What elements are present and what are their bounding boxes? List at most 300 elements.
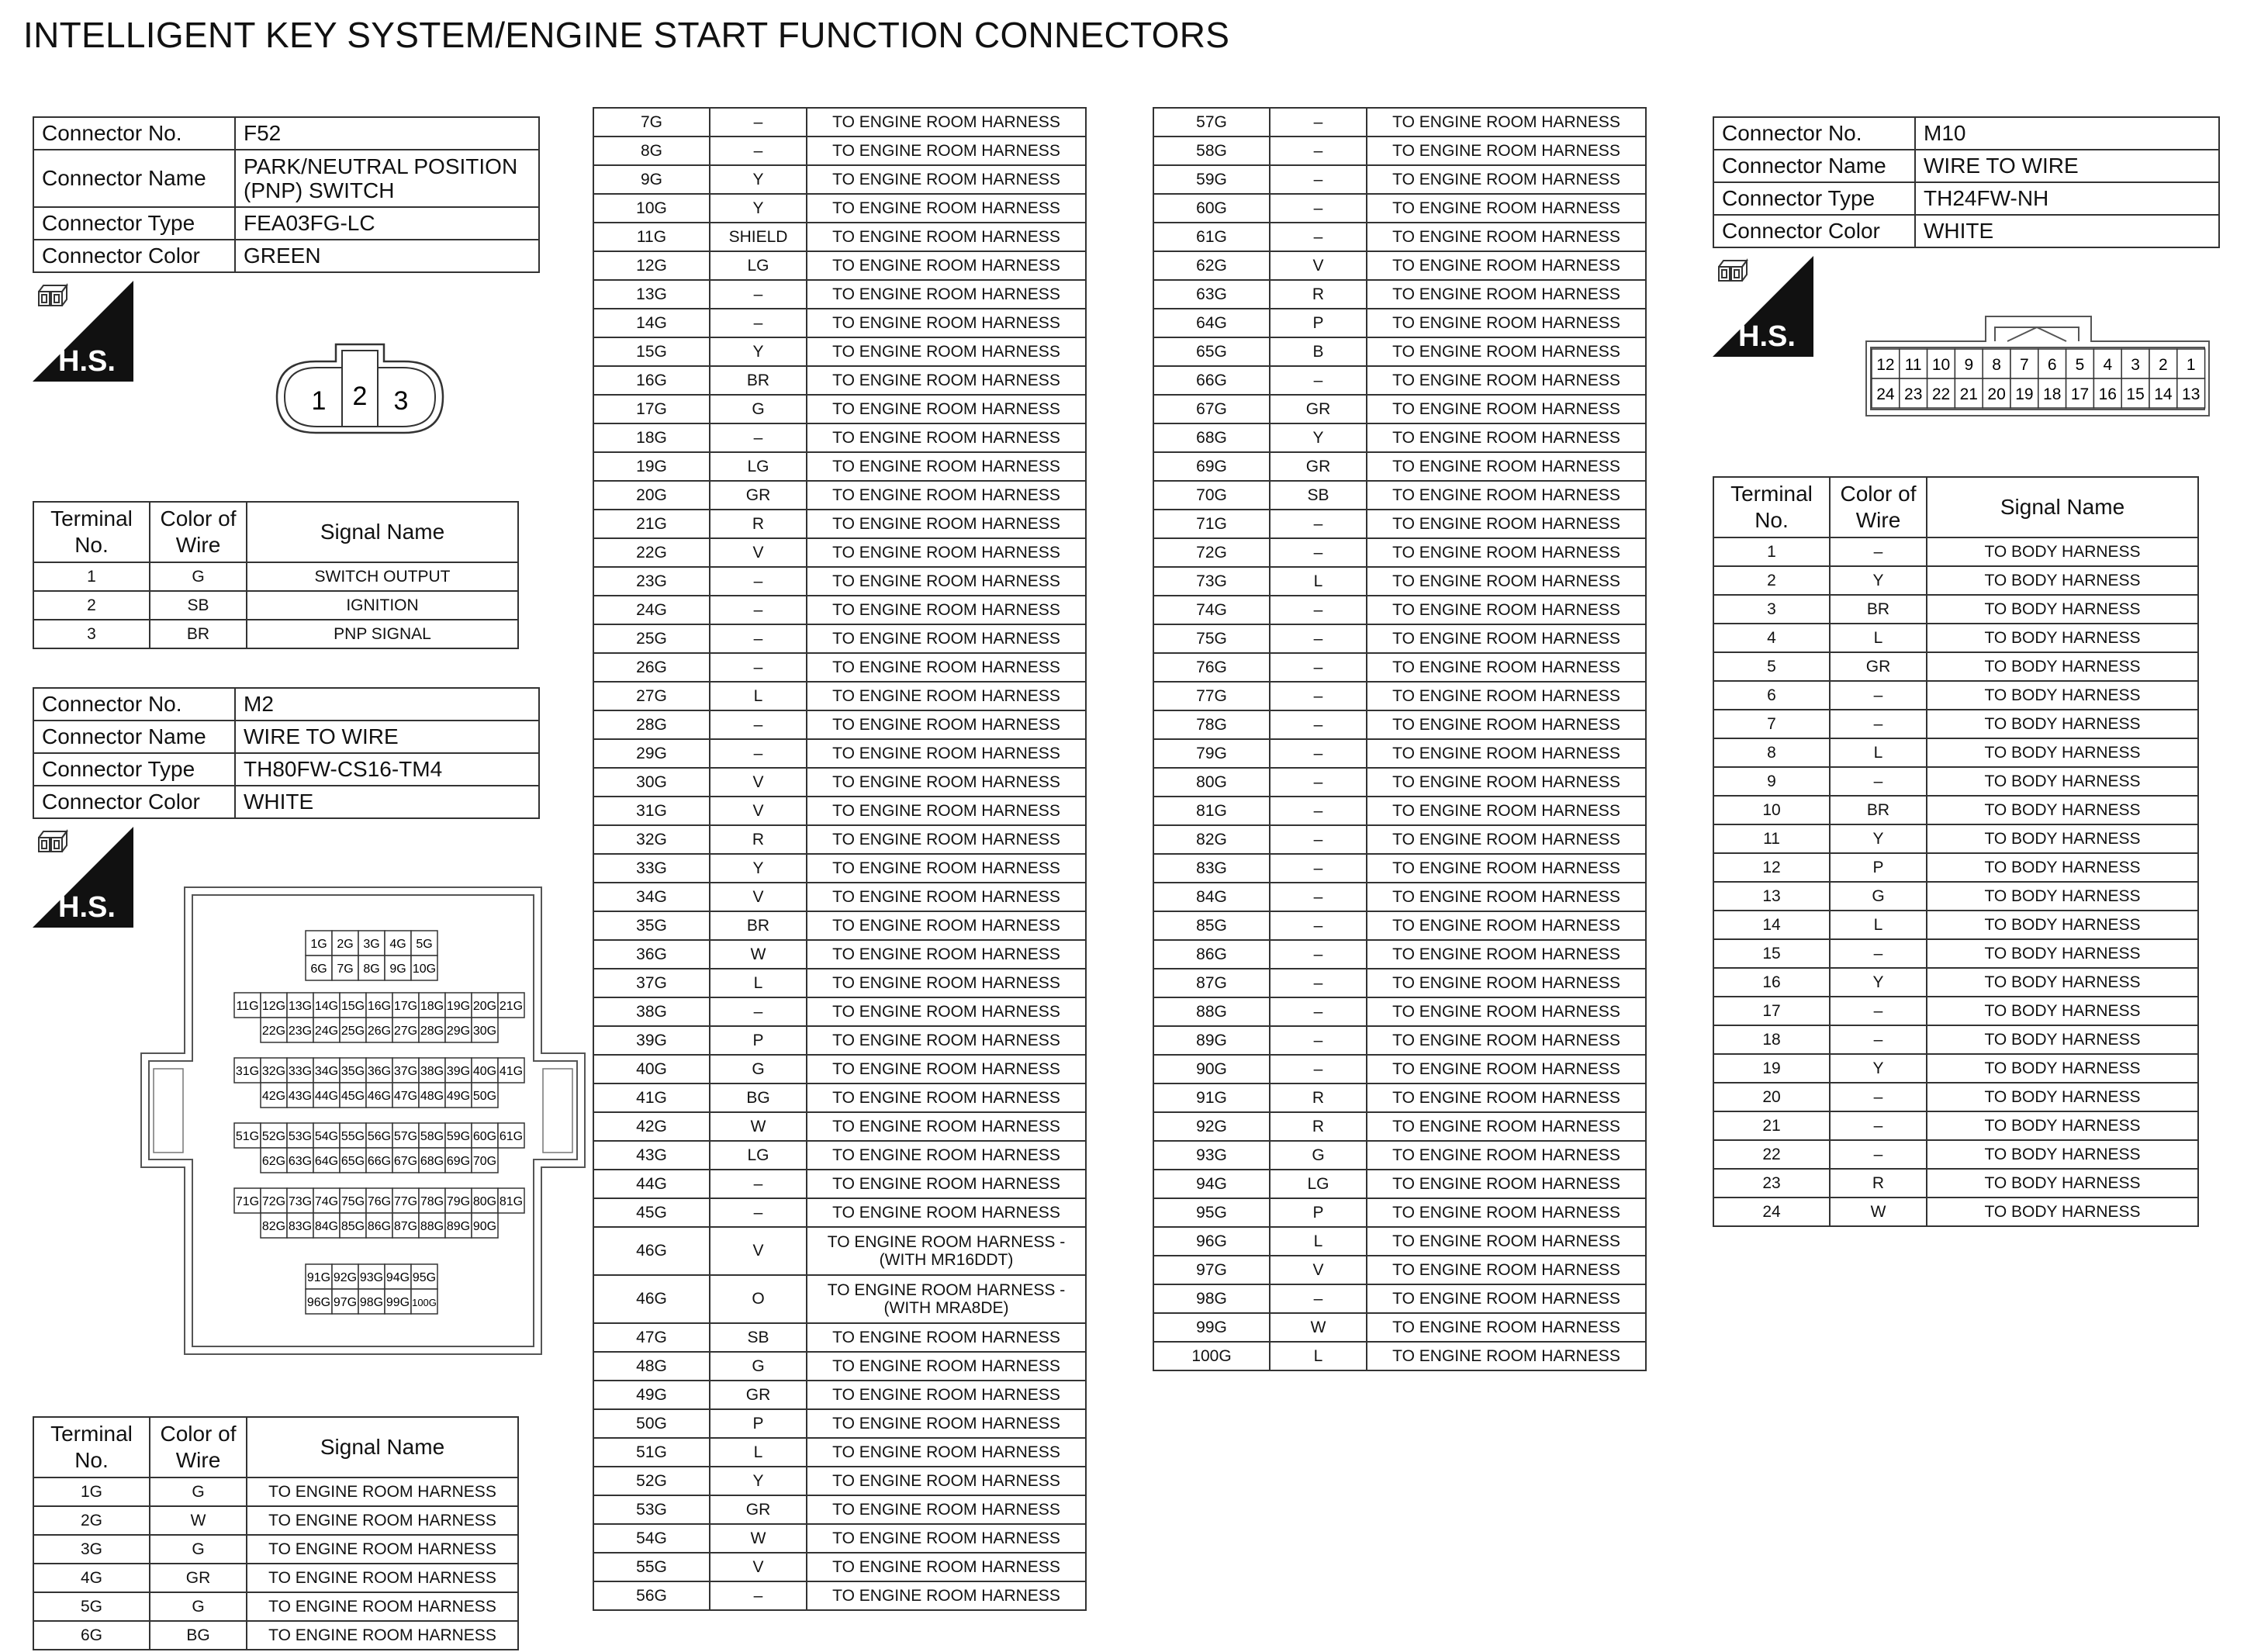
signal-name-cell: TO BODY HARNESS (1927, 652, 2198, 681)
signal-name-cell: TO ENGINE ROOM HARNESS (1367, 1284, 1646, 1313)
terminal-cell: 48G (593, 1352, 710, 1381)
pin-label: 42G (261, 1090, 286, 1103)
table-row (593, 768, 1086, 797)
signal-name-cell: TO ENGINE ROOM HARNESS (807, 481, 1086, 510)
pin-label: 2G (337, 938, 354, 951)
info-row (33, 786, 539, 818)
wire-color-cell: – (710, 309, 807, 337)
terminal-cell: 22G (593, 538, 710, 567)
info-row (1713, 215, 2219, 247)
table-row (1153, 137, 1646, 165)
signal-name-cell: TO ENGINE ROOM HARNESS (1367, 911, 1646, 940)
wire-color-cell: V (710, 797, 807, 825)
terminal-cell: 3 (33, 620, 150, 648)
signal-name-cell: TO BODY HARNESS (1927, 824, 2198, 853)
signal-name-cell: TO ENGINE ROOM HARNESS (807, 1409, 1086, 1438)
signal-name-cell: TO ENGINE ROOM HARNESS (1367, 280, 1646, 309)
signal-name-cell: TO ENGINE ROOM HARNESS (807, 538, 1086, 567)
signal-name-cell: TO ENGINE ROOM HARNESS (807, 1323, 1086, 1352)
pin-label: 48G (420, 1090, 444, 1103)
terminal-cell: 61G (1153, 223, 1270, 251)
signal-name-cell: TO ENGINE ROOM HARNESS (807, 940, 1086, 969)
wire-color-cell: – (1270, 940, 1367, 969)
info-key: Connector Name (1713, 150, 1915, 182)
table-row (1153, 825, 1646, 854)
signal-name-cell: TO ENGINE ROOM HARNESS (807, 1352, 1086, 1381)
pin-label: 46G (367, 1090, 392, 1103)
signal-name-cell: TO ENGINE ROOM HARNESS (807, 1083, 1086, 1112)
table-row (593, 1083, 1086, 1112)
table-header (1713, 477, 2198, 537)
signal-name-cell: TO ENGINE ROOM HARNESS - (WITH MR16DDT) (807, 1227, 1086, 1275)
signal-name-cell: TO ENGINE ROOM HARNESS (807, 1581, 1086, 1610)
wire-color-cell: – (1270, 538, 1367, 567)
table-row (593, 797, 1086, 825)
signal-name-cell: TO ENGINE ROOM HARNESS (1367, 481, 1646, 510)
wire-color-cell: – (1830, 537, 1927, 566)
pin-label: 3G (363, 938, 380, 951)
wire-color-cell: W (1830, 1198, 1927, 1226)
pin-label: 9 (1964, 356, 1974, 374)
header-signal: Signal Name (247, 502, 518, 562)
signal-name-cell: TO ENGINE ROOM HARNESS (807, 710, 1086, 739)
table-row (593, 452, 1086, 481)
wire-color-cell: GR (1830, 652, 1927, 681)
wire-color-cell: – (1270, 768, 1367, 797)
pin-label: 28G (420, 1025, 444, 1038)
signal-name-cell: TO ENGINE ROOM HARNESS (1367, 653, 1646, 682)
wire-color-cell: Y (1830, 1054, 1927, 1083)
info-row (33, 240, 539, 272)
wire-color-cell: – (1270, 1026, 1367, 1055)
table-row (1153, 1256, 1646, 1284)
terminal-cell: 84G (1153, 883, 1270, 911)
terminal-cell: 2G (33, 1506, 150, 1535)
table-row (593, 624, 1086, 653)
wire-color-cell: – (1270, 997, 1367, 1026)
table-row (1713, 853, 2198, 882)
info-row (33, 150, 539, 207)
terminal-cell: 41G (593, 1083, 710, 1112)
wire-color-cell: BG (710, 1083, 807, 1112)
pin-label: 15 (2126, 385, 2145, 403)
info-key: Connector No. (33, 688, 235, 721)
signal-name-cell: TO ENGINE ROOM HARNESS (807, 194, 1086, 223)
signal-name-cell: TO ENGINE ROOM HARNESS (807, 624, 1086, 653)
pin-label: 13 (2182, 385, 2200, 403)
table-row (1153, 108, 1646, 137)
wire-color-cell: L (710, 969, 807, 997)
table-row (1713, 1198, 2198, 1226)
table-row (1153, 1170, 1646, 1198)
signal-name-cell: TO ENGINE ROOM HARNESS (807, 825, 1086, 854)
wire-color-cell: BG (150, 1621, 247, 1650)
table-row (1713, 681, 2198, 710)
wire-color-cell: – (1270, 710, 1367, 739)
wire-color-cell: – (1270, 366, 1367, 395)
wire-color-cell: V (710, 1227, 807, 1275)
signal-name-cell: TO ENGINE ROOM HARNESS (1367, 969, 1646, 997)
signal-name-cell: TO BODY HARNESS (1927, 624, 2198, 652)
table-row (1153, 366, 1646, 395)
table-row (1153, 596, 1646, 624)
signal-name-cell: TO BODY HARNESS (1927, 681, 2198, 710)
pin-label: 92G (333, 1271, 358, 1284)
pin-label: 6 (2047, 356, 2057, 374)
terminal-cell: 12G (593, 251, 710, 280)
wire-color-cell: W (1270, 1313, 1367, 1342)
terminal-cell: 86G (1153, 940, 1270, 969)
terminal-cell: 38G (593, 997, 710, 1026)
wire-color-cell: – (710, 1581, 807, 1610)
pin-label: 73G (288, 1195, 313, 1208)
info-value: WIRE TO WIRE (1915, 150, 2219, 182)
signal-name-cell: TO ENGINE ROOM HARNESS (1367, 1170, 1646, 1198)
terminal-cell: 52G (593, 1467, 710, 1495)
terminal-cell: 62G (1153, 251, 1270, 280)
wire-color-cell: G (1830, 882, 1927, 911)
pin-label: 70G (472, 1155, 497, 1168)
pin-label: 20 (1987, 385, 2006, 403)
signal-name-cell: TO BODY HARNESS (1927, 1054, 2198, 1083)
info-key: Connector Type (33, 753, 235, 786)
signal-name-cell: TO ENGINE ROOM HARNESS (1367, 423, 1646, 452)
signal-name-cell: TO ENGINE ROOM HARNESS (807, 137, 1086, 165)
pin-label: 16 (2098, 385, 2117, 403)
table-row (593, 223, 1086, 251)
pin-label: 9G (389, 963, 406, 976)
pin-label: 72G (261, 1195, 286, 1208)
pin-label: 87G (393, 1220, 418, 1233)
signal-name-cell: TO ENGINE ROOM HARNESS (807, 1141, 1086, 1170)
pin-label: 97G (333, 1296, 358, 1309)
pin-label: 74G (314, 1195, 339, 1208)
terminal-cell: 70G (1153, 481, 1270, 510)
terminal-cell: 18G (593, 423, 710, 452)
terminal-cell: 21G (593, 510, 710, 538)
pin-label: 24G (314, 1025, 339, 1038)
terminal-cell: 55G (593, 1553, 710, 1581)
signal-name-cell: TO ENGINE ROOM HARNESS (1367, 940, 1646, 969)
wire-color-cell: – (1270, 653, 1367, 682)
terminal-cell: 24G (593, 596, 710, 624)
table-row (1153, 1112, 1646, 1141)
pin-label: 27G (393, 1025, 418, 1038)
table-row (1713, 997, 2198, 1025)
info-value: M10 (1915, 117, 2219, 150)
signal-name-cell: TO ENGINE ROOM HARNESS (1367, 251, 1646, 280)
table-row (1153, 682, 1646, 710)
table-row (1153, 1342, 1646, 1370)
hs-label: H.S. (58, 891, 116, 924)
pin-label: 16G (367, 1000, 392, 1013)
signal-name-cell: TO BODY HARNESS (1927, 796, 2198, 824)
terminal-cell: 47G (593, 1323, 710, 1352)
pin-label: 4 (2103, 356, 2113, 374)
table-row (593, 883, 1086, 911)
wire-color-cell: BR (710, 366, 807, 395)
terminal-cell: 42G (593, 1112, 710, 1141)
terminal-cell: 68G (1153, 423, 1270, 452)
wire-color-cell: GR (710, 1381, 807, 1409)
table-row (33, 591, 518, 620)
table-row (33, 1535, 518, 1564)
signal-name-cell: TO ENGINE ROOM HARNESS (1367, 854, 1646, 883)
signal-name-cell: TO ENGINE ROOM HARNESS (807, 911, 1086, 940)
terminal-cell: 25G (593, 624, 710, 653)
table-row (33, 620, 518, 648)
table-header (33, 502, 518, 562)
signal-name-cell: TO ENGINE ROOM HARNESS (1367, 1256, 1646, 1284)
pin-label: 41G (499, 1065, 524, 1078)
signal-name-cell: TO ENGINE ROOM HARNESS (1367, 194, 1646, 223)
signal-name-cell: TO ENGINE ROOM HARNESS (807, 1524, 1086, 1553)
terminal-cell: 76G (1153, 653, 1270, 682)
terminal-cell: 5 (1713, 652, 1830, 681)
pin-label: 14G (314, 1000, 339, 1013)
wire-color-cell: R (710, 825, 807, 854)
wire-color-cell: – (1270, 911, 1367, 940)
table-row (593, 969, 1086, 997)
table-row (593, 165, 1086, 194)
terminal-cell: 11 (1713, 824, 1830, 853)
signal-name-cell: TO ENGINE ROOM HARNESS (807, 969, 1086, 997)
terminal-cell: 33G (593, 854, 710, 883)
terminal-cell: 88G (1153, 997, 1270, 1026)
table-row (593, 1055, 1086, 1083)
terminal-cell: 13G (593, 280, 710, 309)
terminal-cell: 23G (593, 567, 710, 596)
table-row (1153, 653, 1646, 682)
table-row (1153, 194, 1646, 223)
pin-label: 90G (472, 1220, 497, 1233)
pin-label: 23G (288, 1025, 313, 1038)
m10-terminal-table (1713, 476, 2199, 1227)
wire-color-cell: Y (1830, 824, 1927, 853)
signal-name-cell: TO ENGINE ROOM HARNESS (807, 883, 1086, 911)
table-row (593, 997, 1086, 1026)
terminal-cell: 90G (1153, 1055, 1270, 1083)
terminal-cell: 13 (1713, 882, 1830, 911)
wire-color-cell: G (150, 1592, 247, 1621)
signal-name-cell: TO ENGINE ROOM HARNESS (807, 739, 1086, 768)
pin-label: 10G (412, 963, 437, 976)
wire-color-cell: – (1270, 825, 1367, 854)
terminal-cell: 6 (1713, 681, 1830, 710)
pin-label: 83G (288, 1220, 313, 1233)
wire-color-cell: V (710, 883, 807, 911)
pin-label: 18G (420, 1000, 444, 1013)
table-row (33, 1477, 518, 1506)
terminal-cell: 60G (1153, 194, 1270, 223)
pin-label: 76G (367, 1195, 392, 1208)
wire-color-cell: – (1830, 767, 1927, 796)
wire-color-cell: SB (1270, 481, 1367, 510)
f52-connector-face (275, 340, 446, 441)
pin-label: 8 (1992, 356, 2001, 374)
pin-label: 93G (359, 1271, 384, 1284)
signal-name-cell: TO ENGINE ROOM HARNESS (807, 768, 1086, 797)
wire-color-cell: – (1270, 797, 1367, 825)
wire-color-cell: P (1270, 1198, 1367, 1227)
signal-name-cell: PNP SIGNAL (247, 620, 518, 648)
wire-color-cell: – (710, 137, 807, 165)
pin-label: 3 (2131, 356, 2140, 374)
pin-label: 7 (2020, 356, 2029, 374)
signal-name-cell: TO BODY HARNESS (1927, 1083, 2198, 1111)
terminal-cell: 81G (1153, 797, 1270, 825)
table-row (593, 911, 1086, 940)
terminal-cell: 98G (1153, 1284, 1270, 1313)
pin-label: 20G (472, 1000, 497, 1013)
info-key: Connector Type (33, 207, 235, 240)
terminal-cell: 11G (593, 223, 710, 251)
pin-label: 63G (288, 1155, 313, 1168)
wire-color-cell: L (710, 1438, 807, 1467)
table-row (593, 710, 1086, 739)
wire-color-cell: V (710, 1553, 807, 1581)
pin-label: 3 (393, 386, 409, 416)
table-row (1153, 1227, 1646, 1256)
pin-label: 18 (2043, 385, 2062, 403)
terminal-cell: 1G (33, 1477, 150, 1506)
table-row (1153, 768, 1646, 797)
info-value: WHITE (1915, 215, 2219, 247)
table-row (1713, 824, 2198, 853)
wire-color-cell: P (1830, 853, 1927, 882)
wire-color-cell: – (710, 739, 807, 768)
wire-color-cell: – (1270, 108, 1367, 137)
table-row (1153, 510, 1646, 538)
signal-name-cell: TO ENGINE ROOM HARNESS (807, 280, 1086, 309)
signal-name-cell: SWITCH OUTPUT (247, 562, 518, 591)
terminal-cell: 15G (593, 337, 710, 366)
table-row (1153, 423, 1646, 452)
signal-name-cell: TO ENGINE ROOM HARNESS (1367, 1112, 1646, 1141)
table-row (1153, 1055, 1646, 1083)
pin-label: 17 (2070, 385, 2090, 403)
terminal-cell: 78G (1153, 710, 1270, 739)
pin-label: 4G (389, 938, 406, 951)
table-row (1713, 595, 2198, 624)
terminal-cell: 40G (593, 1055, 710, 1083)
signal-name-cell: TO ENGINE ROOM HARNESS (1367, 1198, 1646, 1227)
terminal-cell: 1 (33, 562, 150, 591)
pin-label: 61G (499, 1130, 524, 1143)
terminal-cell: 35G (593, 911, 710, 940)
wire-color-cell: Y (1270, 423, 1367, 452)
terminal-cell: 14 (1713, 911, 1830, 939)
wire-color-cell: O (710, 1275, 807, 1323)
header-color: Color of Wire (1830, 477, 1927, 537)
terminal-cell: 31G (593, 797, 710, 825)
terminal-cell: 93G (1153, 1141, 1270, 1170)
terminal-cell: 34G (593, 883, 710, 911)
pin-label: 21G (499, 1000, 524, 1013)
wire-color-cell: P (1270, 309, 1367, 337)
terminal-cell: 89G (1153, 1026, 1270, 1055)
table-row (1153, 1313, 1646, 1342)
table-header (33, 1417, 518, 1477)
wire-color-cell: – (1270, 682, 1367, 710)
pin-label: 31G (235, 1065, 260, 1078)
m2-connector-face (138, 884, 588, 1357)
terminal-cell: 15 (1713, 939, 1830, 968)
terminal-cell: 72G (1153, 538, 1270, 567)
table-row (593, 337, 1086, 366)
wire-color-cell: V (1270, 251, 1367, 280)
hs-label: H.S. (58, 345, 116, 378)
harness-side-icon (33, 281, 133, 382)
terminal-cell: 32G (593, 825, 710, 854)
info-row (1713, 182, 2219, 215)
pin-label: 5G (416, 938, 433, 951)
table-row (593, 1275, 1086, 1323)
table-row (593, 423, 1086, 452)
table-row (593, 1553, 1086, 1581)
wire-color-cell: Y (710, 194, 807, 223)
pin-label: 1 (2186, 356, 2196, 374)
signal-name-cell: TO BODY HARNESS (1927, 968, 2198, 997)
signal-name-cell: TO ENGINE ROOM HARNESS (1367, 682, 1646, 710)
terminal-cell: 12 (1713, 853, 1830, 882)
wire-color-cell: LG (1270, 1170, 1367, 1198)
pin-label: 84G (314, 1220, 339, 1233)
wire-color-cell: G (710, 1352, 807, 1381)
wire-color-cell: G (710, 395, 807, 423)
wire-color-cell: LG (710, 1141, 807, 1170)
signal-name-cell: TO ENGINE ROOM HARNESS (807, 682, 1086, 710)
terminal-cell: 44G (593, 1170, 710, 1198)
pin-label: 80G (472, 1195, 497, 1208)
pin-label: 75G (341, 1195, 365, 1208)
terminal-cell: 22 (1713, 1140, 1830, 1169)
table-row (593, 1227, 1086, 1275)
wire-color-cell: W (710, 1112, 807, 1141)
pin-label: 65G (341, 1155, 365, 1168)
wire-color-cell: – (1830, 997, 1927, 1025)
terminal-cell: 53G (593, 1495, 710, 1524)
table-row (1153, 280, 1646, 309)
terminal-cell: 7 (1713, 710, 1830, 738)
signal-name-cell: TO ENGINE ROOM HARNESS (247, 1564, 518, 1592)
wire-color-cell: – (1270, 624, 1367, 653)
table-row (1153, 1026, 1646, 1055)
table-row (1153, 1198, 1646, 1227)
signal-name-cell: TO BODY HARNESS (1927, 537, 2198, 566)
pin-label: 95G (412, 1271, 437, 1284)
table-row (593, 854, 1086, 883)
signal-name-cell: TO ENGINE ROOM HARNESS (1367, 223, 1646, 251)
terminal-cell: 80G (1153, 768, 1270, 797)
signal-name-cell: TO ENGINE ROOM HARNESS (1367, 567, 1646, 596)
wire-color-cell: R (710, 510, 807, 538)
wire-color-cell: Y (710, 337, 807, 366)
signal-name-cell: TO BODY HARNESS (1927, 1111, 2198, 1140)
signal-name-cell: TO BODY HARNESS (1927, 1198, 2198, 1226)
wire-color-cell: BR (1830, 595, 1927, 624)
info-key: Connector No. (1713, 117, 1915, 150)
wire-color-cell: – (710, 653, 807, 682)
pin-label: 100G (412, 1297, 437, 1308)
terminal-cell: 10G (593, 194, 710, 223)
terminal-cell: 3 (1713, 595, 1830, 624)
pin-label: 12 (1876, 356, 1895, 374)
signal-name-cell: TO ENGINE ROOM HARNESS (247, 1592, 518, 1621)
table-row (593, 1352, 1086, 1381)
signal-name-cell: TO BODY HARNESS (1927, 853, 2198, 882)
terminal-cell: 97G (1153, 1256, 1270, 1284)
